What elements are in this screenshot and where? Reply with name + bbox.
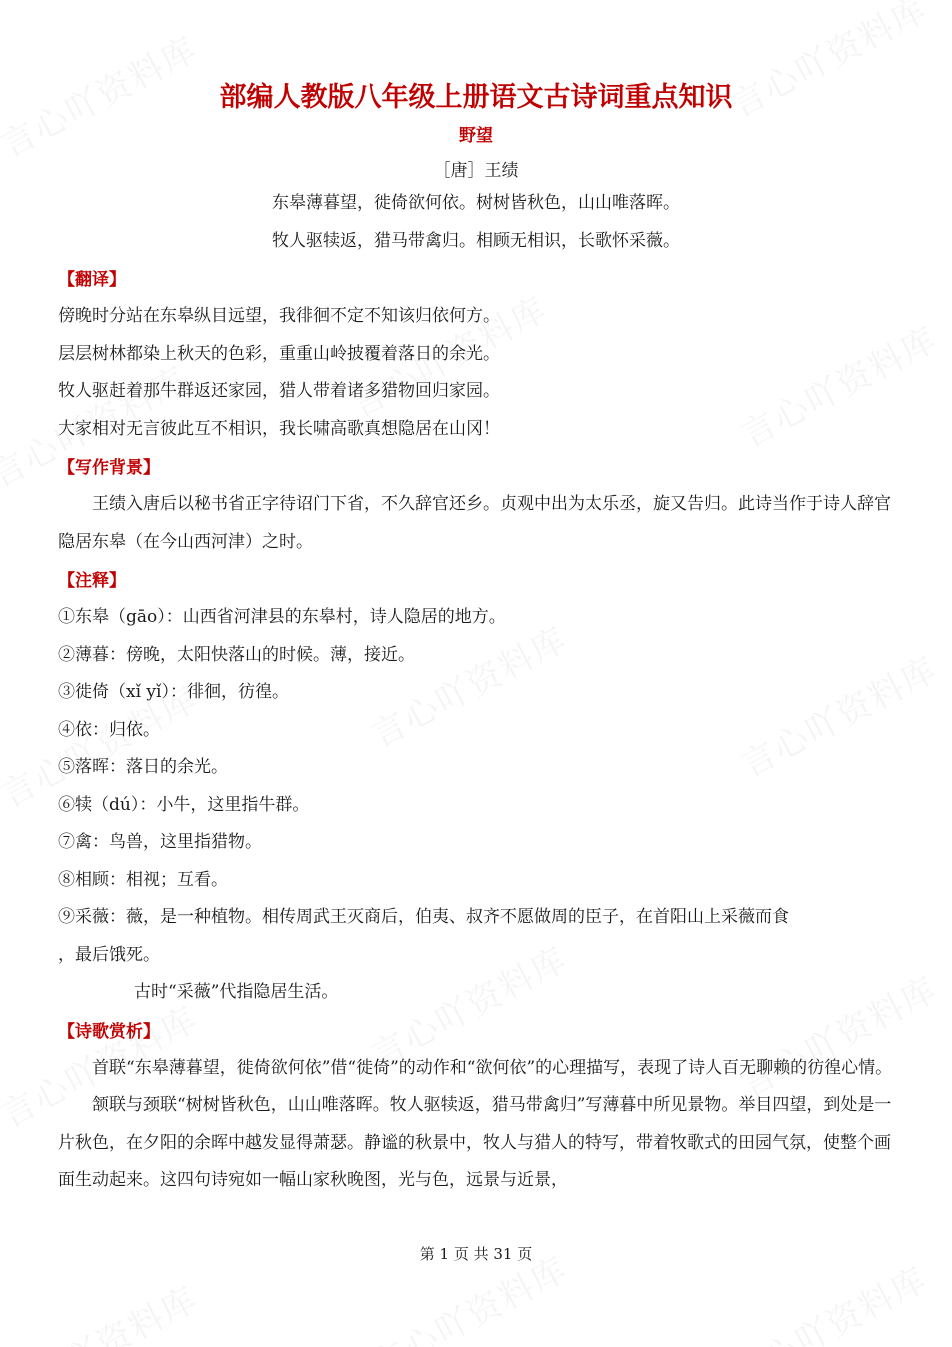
note-item-continuation: ，最后饿死。 bbox=[58, 944, 160, 965]
note-item: ⑦禽：鸟兽，这里指猎物。 bbox=[58, 832, 262, 852]
translation-line: 大家相对无言彼此互不相识，我长啸高歌真想隐居在山冈！ bbox=[58, 418, 500, 439]
appreciation-heading: 【诗歌赏析】 bbox=[58, 1021, 160, 1042]
appreciation-paragraph: 颔联与颈联“树树皆秋色，山山唯落晖。牧人驱犊返，猎马带禽归”写薄暮中所见景物。举目四望，到处是一片秋色，在夕阳的余晖中越发显得萧瑟。静谧的秋景中，牧人与猎人的特写，带着牧歌式的田园气氛，使整个画面生动起来。这四句诗宛如一幅山家秋晚图，光与色，远景与近景， bbox=[58, 1095, 892, 1190]
translation-line: 傍晚时分站在东皋纵目远望，我徘徊不定不知该归依何方。 bbox=[58, 306, 500, 326]
poem-line: 牧人驱犊返，猎马带禽归。相顾无相识，长歌怀采薇。 bbox=[272, 231, 680, 251]
note-item: ⑥犊（dú）：小牛，这里指牛群。 bbox=[58, 794, 310, 815]
translation-line: 层层树林都染上秋天的色彩，重重山岭披覆着落日的余光。 bbox=[58, 343, 500, 364]
document-title: 部编人教版八年级上册语文古诗词重点知识 bbox=[219, 82, 733, 113]
note-item: ⑨采薇：薇，是一种植物。相传周武王灭商后，伯夷、叔齐不愿做周的臣子，在首阳山上采薇而食 bbox=[58, 907, 789, 927]
watermark-text bbox=[721, 1252, 935, 1347]
appreciation-paragraph: 首联“东皋薄暮望，徙倚欲何依”借“徙倚”的动作和“欲何依”的心理描写，表现了诗人百无聊赖的彷徨心情。 bbox=[92, 1057, 893, 1078]
poem-line: 东皋薄暮望，徙倚欲何依。树树皆秋色，山山唯落晖。 bbox=[272, 193, 680, 213]
note-item: ④依：归依。 bbox=[58, 719, 160, 740]
notes-heading: 【注释】 bbox=[58, 571, 126, 591]
note-item: ③徙倚（xǐ yǐ）：徘徊，彷徨。 bbox=[58, 682, 289, 702]
note-item: ②薄暮：傍晚，太阳快落山的时候。薄，接近。 bbox=[58, 644, 415, 665]
translation-heading: 【翻译】 bbox=[58, 270, 126, 290]
background-heading: 【写作背景】 bbox=[58, 458, 160, 478]
page-footer: 第 1 页 共 31 页 bbox=[419, 1245, 533, 1263]
translation-line: 牧人驱赶着那牛群返还家园，猎人带着诸多猎物回归家园。 bbox=[58, 381, 500, 401]
note-item: ⑤落晖：落日的余光。 bbox=[58, 757, 228, 777]
note-item: ⑧相顾：相视；互看。 bbox=[58, 869, 228, 890]
watermark-text bbox=[0, 1272, 205, 1347]
note-item-extra: 古时“采薇”代指隐居生活。 bbox=[134, 982, 339, 1002]
note-item: ①东皋（gāo）：山西省河津县的东皋村，诗人隐居的地方。 bbox=[58, 607, 506, 627]
background-paragraph: 王绩入唐后以秘书省正字待诏门下省，不久辞官还乡。贞观中出为太乐丞，旋又告归。此诗当作于诗人辞官隐居东皋（在今山西河津）之时。 bbox=[58, 494, 891, 552]
document-page bbox=[58, 78, 894, 1200]
poem-author: ［唐］王绩 bbox=[433, 161, 519, 181]
poem-title: 野望 bbox=[459, 126, 493, 146]
